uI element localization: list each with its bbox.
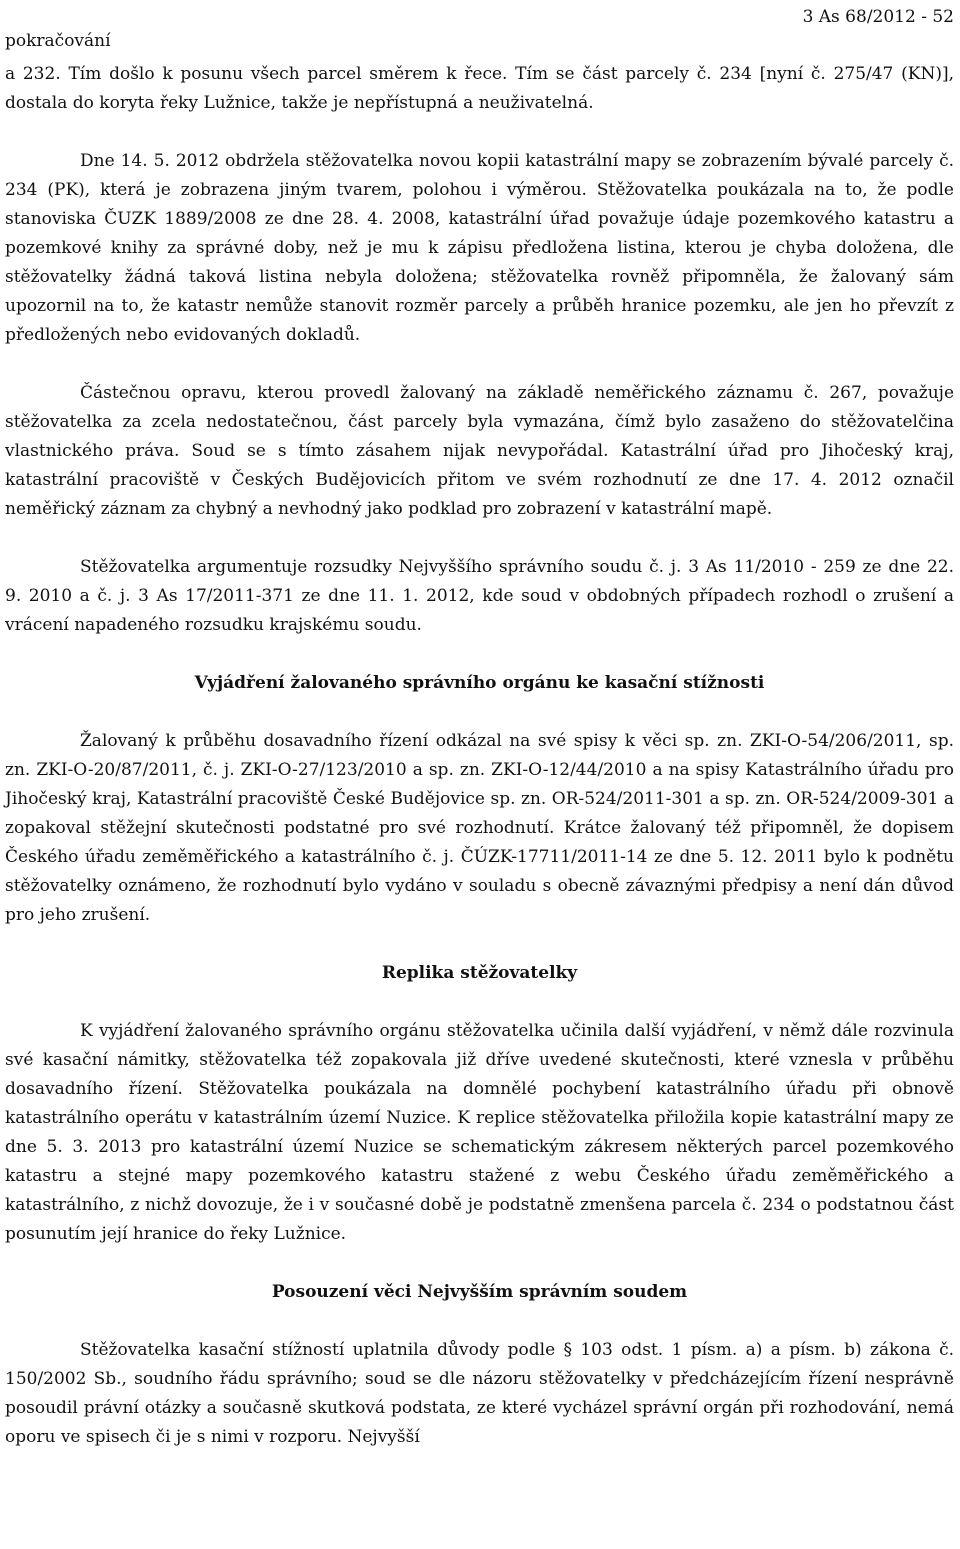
section-heading-response: Vyjádření žalovaného správního orgánu ke kasační stížnosti [194, 673, 765, 693]
paragraph-continued: a 232. Tím došlo k posunu všech parcel směrem k řece. Tím se část parcely č. 234 [nyní č. 275/47 (KN)], dostala do koryta řeky Lužnice, takže je nepřístupná a neuživatelná. [5, 64, 954, 113]
continuation-label: pokračování [5, 31, 111, 51]
case-number: 3 As 68/2012 - 52 [802, 7, 954, 27]
section-paragraph-assessment: Stěžovatelka kasační stížností uplatnila důvody podle § 103 odst. 1 písm. a) a písm. b) zákona č. 150/2002 Sb., soudního řádu správního; soud se dle názoru stěžovatelky v předcházejícím řízení nesprávně posoudil právní otázky a současně skutková podstata, ze které vycházel správní orgán při rozhodování, nemá oporu ve spisech či je s nimi v rozporu. Nejvyšší [5, 1340, 954, 1447]
section-heading-reply: Replika stěžovatelky [381, 963, 578, 983]
page-header [5, 0, 954, 60]
section-paragraph-response: Žalovaný k průběhu dosavadního řízení odkázal na své spisy k věci sp. zn. ZKI-O-54/206/2011, sp. zn. ZKI-O-20/87/2011, č. j. ZKI-O-27/123/2010 a sp. zn. ZKI-O-12/44/2010 a na spisy Katastrálního úřadu pro Jihočeský kraj, Katastrální pracoviště České Budějovice sp. zn. OR-524/2011-301 a sp. zn. OR-524/2009-301 a zopakoval stěžejní skutečnosti podstatné pro své rozhodnutí. Krátce žalovaný též připomněl, že dopisem Českého úřadu zeměměřického a katastrálního č. j. ČÚZK-17711/2011-14 ze dne 5. 12. 2011 bylo k podnětu stěžovatelky oznámeno, že rozhodnutí bylo vydáno v souladu s obecně závaznými předpisy a není dán důvod pro jeho zrušení. [5, 731, 954, 925]
paragraph: Částečnou opravu, kterou provedl žalovaný na základě neměřického záznamu č. 267, považuje stěžovatelka za zcela nedostatečnou, část parcely byla vymazána, čímž bylo zasaženo do stěžovatelčina vlastnického práva. Soud se s tímto zásahem nijak nevypořádal. Katastrální úřad pro Jihočeský kraj, katastrální pracoviště v Českých Budějovicích přitom ve svém rozhodnutí ze dne 17. 4. 2012 označil neměřický záznam za chybný a nevhodný jako podklad pro zobrazení v katastrální mapě. [5, 383, 954, 519]
section-paragraph-reply: K vyjádření žalovaného správního orgánu stěžovatelka učinila další vyjádření, v němž dále rozvinula své kasační námitky, stěžovatelka též zopakovala již dříve uvedené skutečnosti, které vznesla v průběhu dosavadního řízení. Stěžovatelka poukázala na domnělé pochybení katastrálního úřadu při obnově katastrálního operátu v katastrálním území Nuzice. K replice stěžovatelka přiložila kopie katastrální mapy ze dne 5. 3. 2013 pro katastrální území Nuzice se schematickým zákresem některých parcel pozemkového katastru a stejné mapy pozemkového katastru stažené z webu Českého úřadu zeměměřického a katastrálního, z nichž dovozuje, že i v současné době je podstatně zmenšena parcela č. 234 o podstatnou část posunutím její hranice do řeky Lužnice. [5, 1021, 954, 1244]
paragraph: Stěžovatelka argumentuje rozsudky Nejvyššího správního soudu č. j. 3 As 11/2010 - 259 ze dne 22. 9. 2010 a č. j. 3 As 17/2011-371 ze dne 11. 1. 2012, kde soud v obdobných případech rozhodl o zrušení a vrácení napadeného rozsudku krajskému soudu. [5, 557, 954, 635]
paragraph: Dne 14. 5. 2012 obdržela stěžovatelka novou kopii katastrální mapy se zobrazením bývalé parcely č. 234 (PK), která je zobrazena jiným tvarem, polohou i výměrou. Stěžovatelka poukázala na to, že podle stanoviska ČUZK 1889/2008 ze dne 28. 4. 2008, katastrální úřad považuje údaje pozemkového katastru a pozemkové knihy za správné doby, než je mu k zápisu předložena listina, kterou je chyba doložena, dle stěžovatelky žádná taková listina nebyla doložena; stěžovatelka rovněž připomněla, že žalovaný sám upozornil na to, že katastr nemůže stanovit rozměr parcely a průběh hranice pozemku, ale jen ho převzít z předložených nebo evidovaných dokladů. [5, 151, 954, 345]
section-heading-assessment: Posouzení věci Nejvyšším správním soudem [271, 1282, 688, 1302]
